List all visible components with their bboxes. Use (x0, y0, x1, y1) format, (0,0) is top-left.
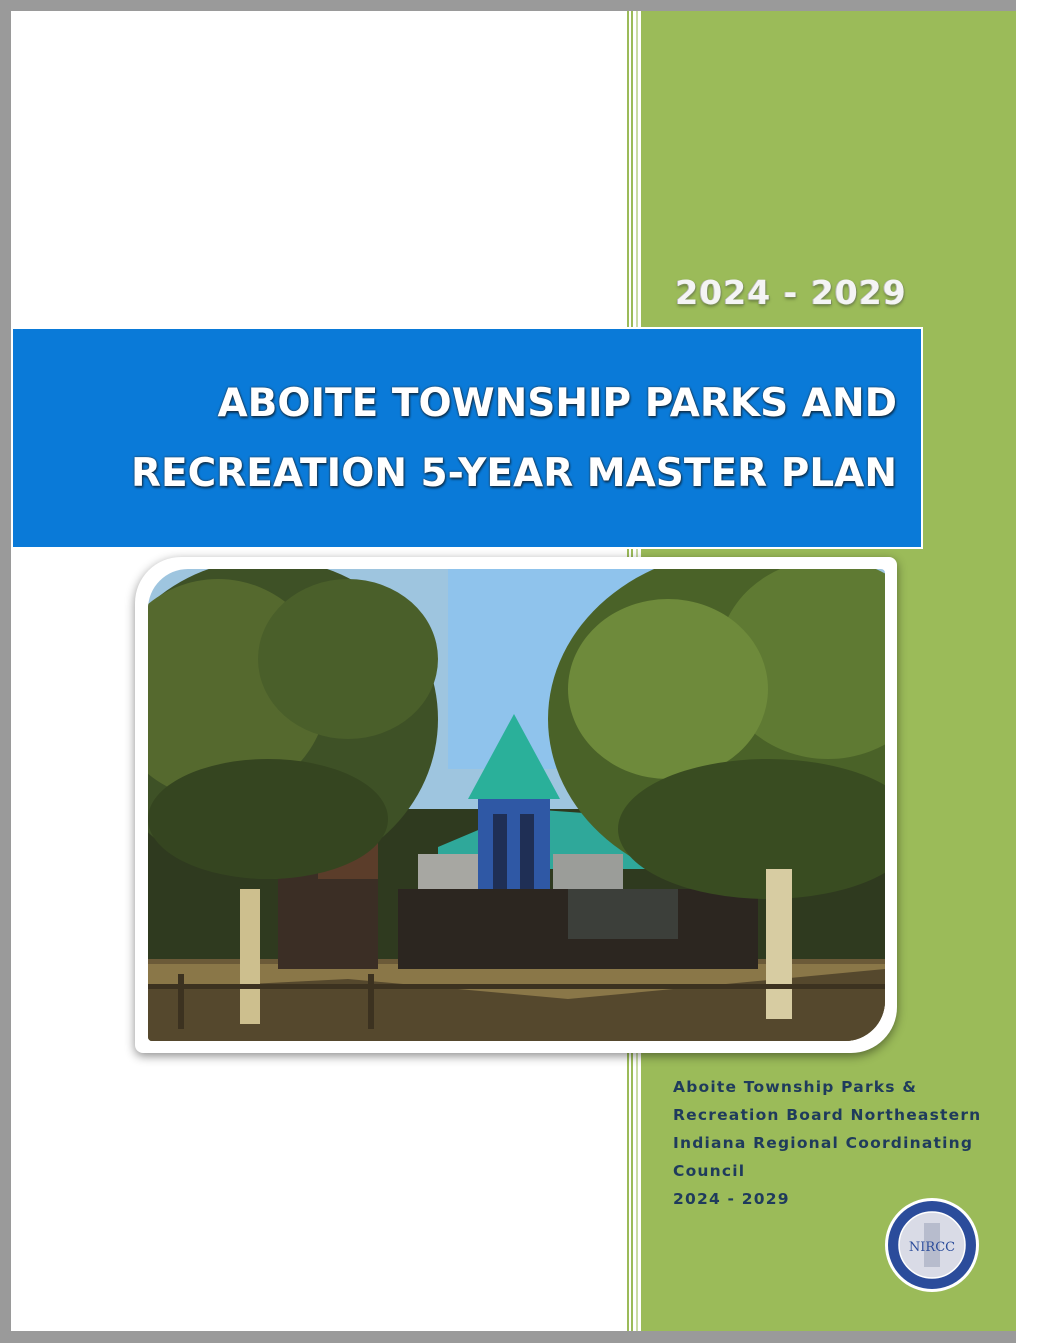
nircc-seal-icon (884, 1197, 980, 1293)
cover-page (11, 11, 1016, 1331)
org-line: Council (673, 1162, 746, 1180)
seal-text: NIRCC (908, 1240, 956, 1255)
title-line-2: RECREATION 5-YEAR MASTER PLAN (130, 451, 897, 496)
org-line: Indiana Regional Coordinating (673, 1134, 974, 1152)
org-years: 2024 - 2029 (673, 1190, 790, 1208)
organization-block (673, 1073, 1003, 1213)
title-banner (11, 327, 923, 549)
cover-years: 2024 - 2029 (675, 273, 907, 312)
org-line: Recreation Board Northeastern (673, 1106, 982, 1124)
org-line: Aboite Township Parks & (673, 1078, 918, 1096)
page-edge (1016, 0, 1041, 1343)
park-playground-photo (148, 569, 885, 1041)
title-line-1: ABOITE TOWNSHIP PARKS AND (217, 381, 897, 426)
